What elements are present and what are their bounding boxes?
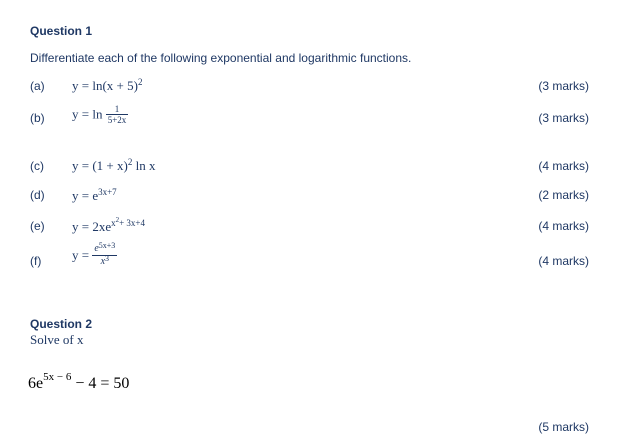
question-2-marks: (5 marks) <box>538 420 589 434</box>
part-c-expr-suffix: ln x <box>132 158 156 173</box>
part-f-label: (f) <box>30 254 42 268</box>
question-1-heading: Question 1 <box>30 24 93 38</box>
equation-exponent: 5x − 6 <box>43 371 72 383</box>
part-c-expr-main: y = (1 + x) <box>72 158 128 173</box>
part-b-denominator: 5+2x <box>107 115 127 125</box>
part-d-expr-sup: 3x+7 <box>98 187 117 197</box>
part-f-expr-main: y = <box>72 247 90 263</box>
part-e-expr-sup-2: 2 <box>115 216 120 224</box>
part-f-den-base: x <box>100 256 106 267</box>
part-a-expr-sup: 2 <box>137 77 143 87</box>
question-2-instruction: Solve of x <box>30 332 84 347</box>
part-d-expr-main: y = e <box>72 188 99 203</box>
part-b-marks: (3 marks) <box>538 111 589 125</box>
part-e-marks: (4 marks) <box>538 219 589 233</box>
part-b-expression <box>72 104 128 125</box>
part-f-den-sup: 3 <box>105 254 110 263</box>
part-e-expression <box>72 216 146 235</box>
part-b-fraction <box>106 104 129 125</box>
part-e-expr-main: y = 2xe <box>72 219 112 234</box>
equation-rest: − 4 = 50 <box>71 375 130 392</box>
part-c-expr-sup: 2 <box>127 157 133 167</box>
part-d-label: (d) <box>30 188 45 202</box>
equation-coefficient: 6e <box>28 375 44 392</box>
part-f-fraction <box>92 243 117 268</box>
part-e-expr-sup-rest: + 3x+4 <box>119 218 146 228</box>
part-f-marks: (4 marks) <box>538 254 589 268</box>
part-b-expr-main: y = ln <box>72 106 103 122</box>
part-a-marks: (3 marks) <box>538 79 589 93</box>
part-a-expr-main: y = ln(x + 5) <box>72 78 138 93</box>
part-e-expr-sup-x: x <box>111 218 116 228</box>
part-b-label: (b) <box>30 111 45 125</box>
question-1-instruction: Differentiate each of the following exponential and logarithmic functions. <box>30 51 412 65</box>
part-b-numerator: 1 <box>114 104 120 114</box>
question-2-equation <box>28 371 130 393</box>
part-c-expression <box>72 158 155 174</box>
part-c-label: (c) <box>30 159 44 173</box>
part-c-marks: (4 marks) <box>538 159 589 173</box>
part-e-label: (e) <box>30 219 45 233</box>
part-d-marks: (2 marks) <box>538 188 589 202</box>
part-f-expression <box>72 243 117 268</box>
part-d-expression <box>72 188 117 204</box>
part-f-num-base: e <box>94 243 99 254</box>
part-f-num-sup: 5x+3 <box>98 241 116 250</box>
question-2-heading: Question 2 <box>30 317 93 331</box>
part-a-expression <box>72 78 142 94</box>
part-a-label: (a) <box>30 79 45 93</box>
part-f-denominator <box>92 255 117 268</box>
